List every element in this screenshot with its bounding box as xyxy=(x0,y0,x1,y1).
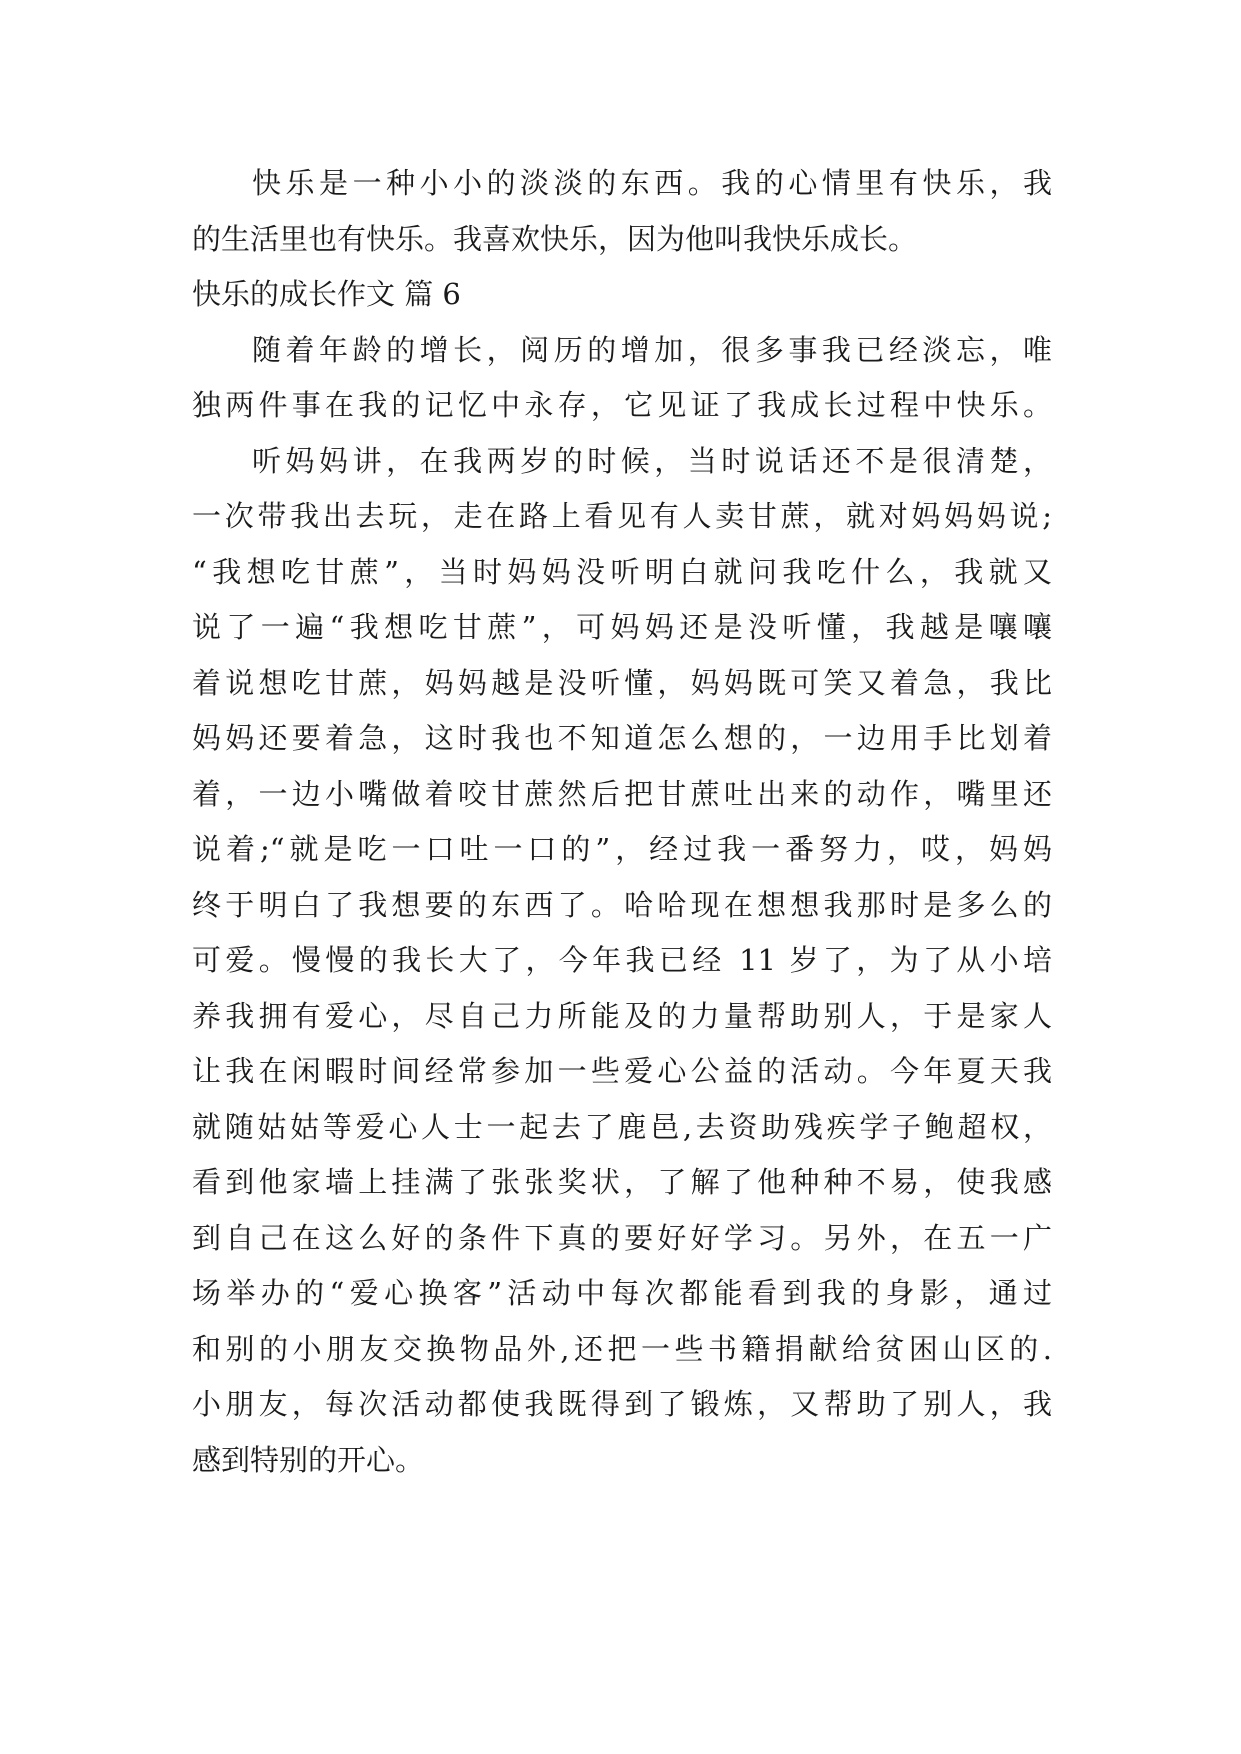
text-line: 让我在闲暇时间经常参加一些爱心公益的活动。今年夏天我 xyxy=(192,1054,1052,1088)
text-line: 到自己在这么好的条件下真的要好好学习。另外，在五一广 xyxy=(192,1221,1052,1255)
text-line: 养我拥有爱心，尽自己力所能及的力量帮助别人，于是家人 xyxy=(192,999,1052,1033)
text-line: 感到特别的开心。 xyxy=(192,1443,425,1477)
text-line: 说了一遍“我想吃甘蔗”，可妈妈还是没听懂，我越是嚷嚷 xyxy=(192,610,1052,644)
text-line: 看到他家墙上挂满了张张奖状，了解了他种种不易，使我感 xyxy=(192,1165,1052,1199)
text-line: 和别的小朋友交换物品外,还把一些书籍捐献给贫困山区的. xyxy=(192,1332,1052,1366)
text-line: 可爱。慢慢的我长大了，今年我已经 11 岁了，为了从小培 xyxy=(192,943,1052,977)
text-line: 小朋友，每次活动都使我既得到了锻炼，又帮助了别人，我 xyxy=(192,1387,1052,1421)
text-line: 场举办的“爱心换客”活动中每次都能看到我的身影，通过 xyxy=(192,1276,1052,1310)
text-line: 一次带我出去玩，走在路上看见有人卖甘蔗，就对妈妈妈说; xyxy=(192,499,1052,533)
text-line: 终于明白了我想要的东西了。哈哈现在想想我那时是多么的 xyxy=(192,888,1052,922)
text-line: 独两件事在我的记忆中永存，它见证了我成长过程中快乐。 xyxy=(192,388,1052,422)
text-line: 快乐是一种小小的淡淡的东西。我的心情里有快乐，我 xyxy=(252,166,1052,200)
text-line: 说着;“就是吃一口吐一口的”，经过我一番努力，哎，妈妈 xyxy=(192,832,1052,866)
text-line: 妈妈还要着急，这时我也不知道怎么想的，一边用手比划着 xyxy=(192,721,1052,755)
text-line: 就随姑姑等爱心人士一起去了鹿邑,去资助残疾学子鲍超权， xyxy=(192,1110,1052,1144)
section-heading: 快乐的成长作文 篇 6 xyxy=(192,277,461,311)
text-line: 听妈妈讲，在我两岁的时候，当时说话还不是很清楚， xyxy=(252,444,1052,478)
text-line: 着，一边小嘴做着咬甘蔗然后把甘蔗吐出来的动作，嘴里还 xyxy=(192,777,1052,811)
text-line: 的生活里也有快乐。我喜欢快乐，因为他叫我快乐成长。 xyxy=(192,222,918,256)
text-line: “我想吃甘蔗”，当时妈妈没听明白就问我吃什么，我就又 xyxy=(192,555,1052,589)
text-line: 随着年龄的增长，阅历的增加，很多事我已经淡忘，唯 xyxy=(252,333,1052,367)
text-line: 着说想吃甘蔗，妈妈越是没听懂，妈妈既可笑又着急，我比 xyxy=(192,666,1052,700)
